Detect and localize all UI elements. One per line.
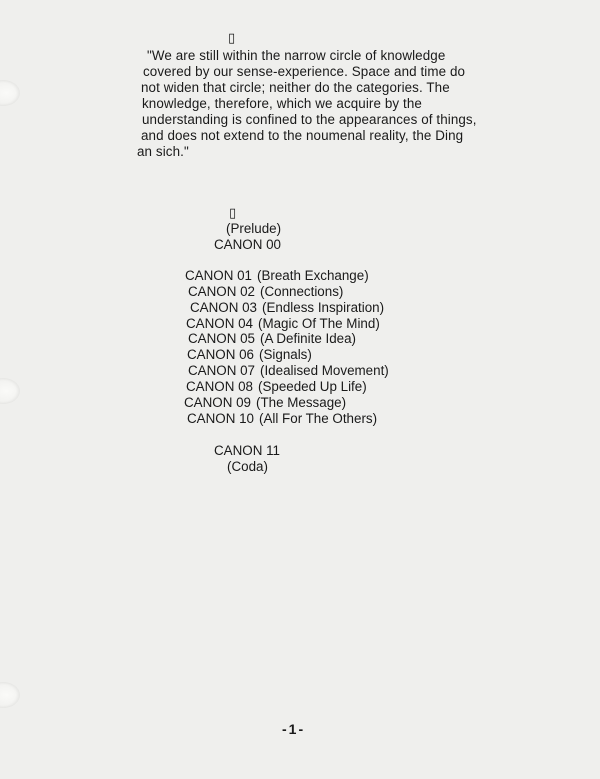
canon-number: CANON 09 [184,395,251,410]
canon-number: CANON 01 [185,268,252,283]
canon-number: CANON 03 [190,300,257,315]
quote-line: and does not extend to the noumenal reality, the Ding [141,128,464,143]
canon-number: CANON 08 [186,379,253,394]
canon-number: CANON 05 [188,331,255,346]
canon-title: (All For The Others) [259,411,378,426]
punch-hole-bottom [0,682,20,708]
canon-number: CANON 07 [188,363,255,378]
canon-title: (Magic Of The Mind) [258,316,380,331]
quote-line: an sich." [137,144,189,159]
canon-list-item [188,284,343,300]
canon-list-item [187,411,377,427]
coda-label: (Coda) [227,459,268,474]
canon-list-item [186,316,380,332]
canon-list-item [190,300,384,316]
canon-list-item [188,363,389,379]
canon-list-item [184,395,346,411]
page-number: -1- [282,721,306,737]
canon-list-item [188,331,356,347]
canon-title: (Connections) [260,284,344,299]
canon-title: (Endless Inspiration) [262,300,385,315]
canon-title: (Breath Exchange) [257,268,369,283]
canon-number: CANON 10 [187,411,254,426]
canon-11-label: CANON 11 [214,443,280,458]
canon-title: (Signals) [259,347,312,362]
punch-hole-middle [0,378,20,404]
punch-hole-top [0,80,20,106]
canon-list-item [186,379,367,395]
canon-00-label: CANON 00 [214,237,281,252]
canon-number: CANON 04 [186,316,253,331]
marker-glyph-toc: ▯ [229,206,237,221]
quote-line: covered by our sense-experience. Space and time do [143,64,466,79]
canon-number: CANON 06 [187,347,254,362]
canon-title: (Idealised Movement) [260,363,389,378]
canon-list-item [187,347,312,363]
canon-title: (Speeded Up Life) [258,379,367,394]
canon-number: CANON 02 [188,284,255,299]
prelude-label: (Prelude) [226,221,282,236]
quote-line: knowledge, therefore, which we acquire by the [142,96,422,111]
canon-title: (The Message) [256,395,347,410]
canon-list-item [185,268,369,284]
quote-line: "We are still within the narrow circle of knowledge [147,48,446,63]
quote-line: not widen that circle; neither do the categories. The [141,80,450,95]
marker-glyph-top: ▯ [228,31,236,46]
canon-title: (A Definite Idea) [260,331,357,346]
quote-line: understanding is confined to the appearances of things, [142,112,477,127]
